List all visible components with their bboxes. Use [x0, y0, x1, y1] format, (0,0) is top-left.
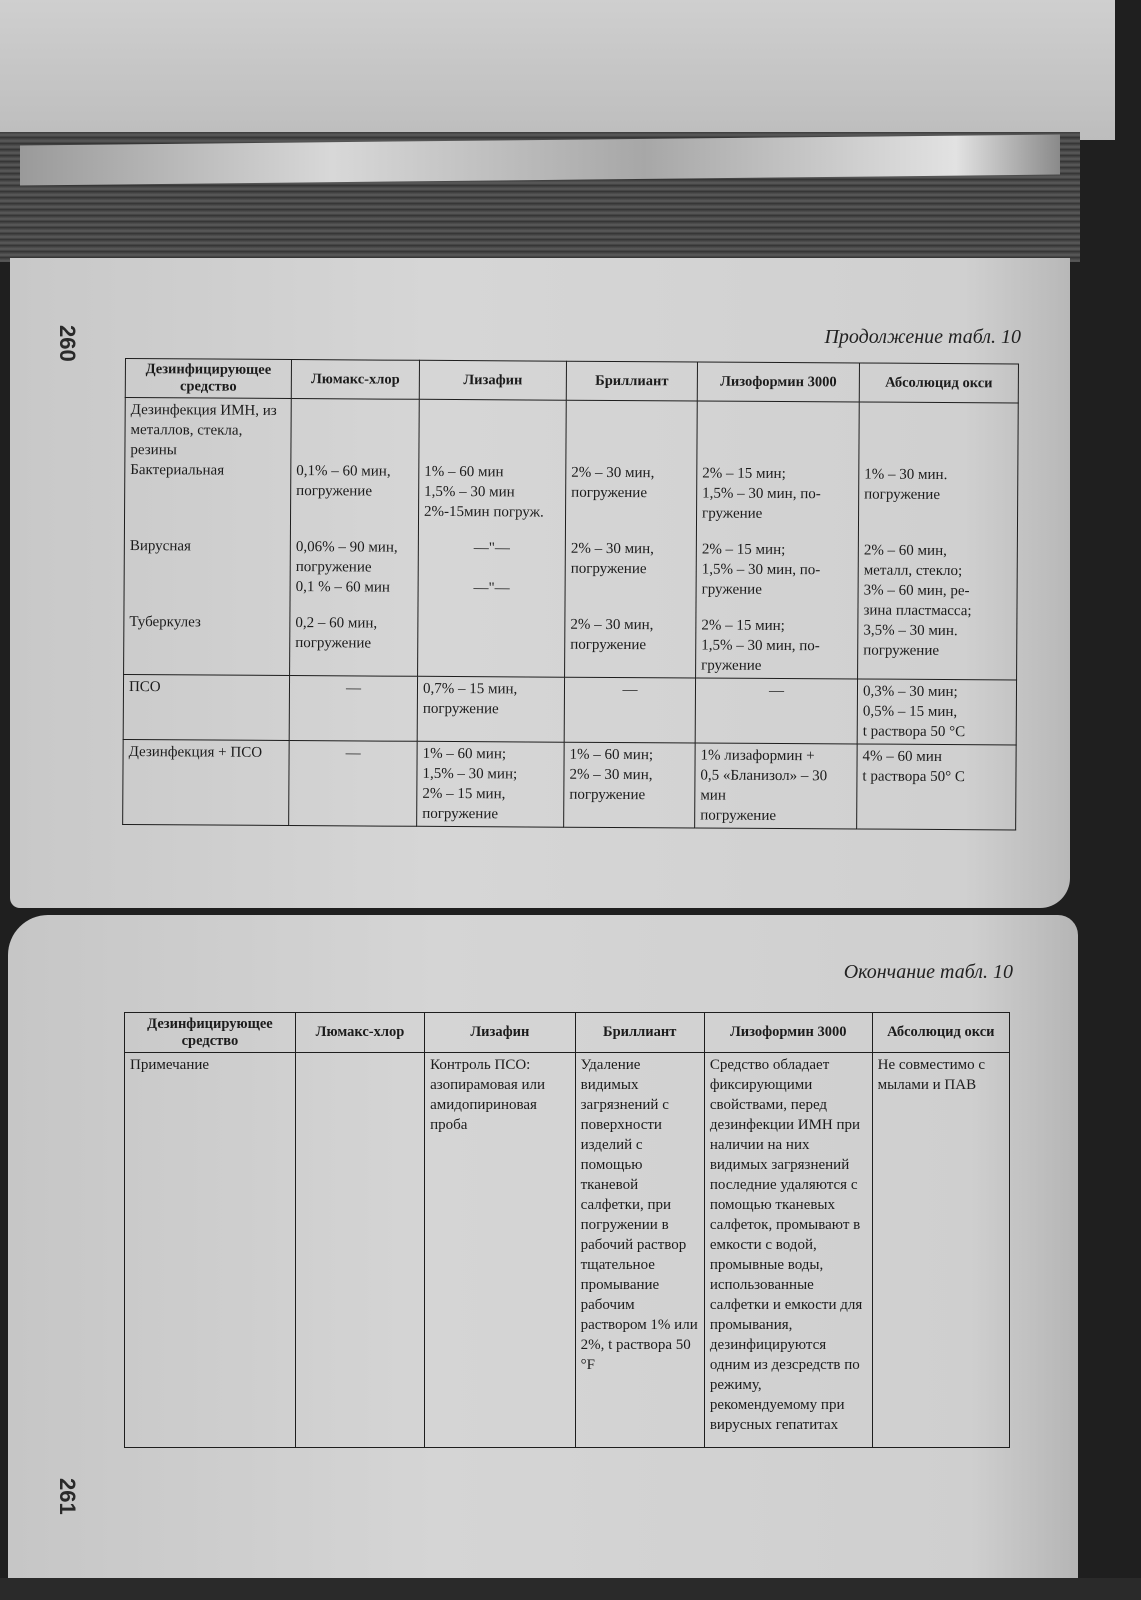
- section-title: Дезинфекция ИМН, из металлов, стекла, резины: [130, 402, 277, 459]
- cell-absolucid: 1% – 30 мин. погружение 2% – 60 мин, металл, стекло; 3% – 60 мин, ре- зина пластмасса; 3,5% – 30 мин. погружение: [858, 402, 1019, 680]
- lumax-tuberc: 0,2 – 60 мин, погружение: [295, 615, 378, 652]
- note-lizoformin: Средство обладает фиксирующими свойствами, перед дезинфекции ИМН при наличии на них видимых загрязнений последние удаляются с помощью тканевых салфеток, промывают в емкости с водой, промывные воды, использованные салфетки и емкости для промывания, дезинфицируются одним из дезсредств по режиму, рекомендуемому при вирусных гепатитах: [704, 1053, 872, 1448]
- header-absolucid: Абсолюцид окси: [859, 363, 1018, 403]
- label-pso: ПСО: [123, 674, 289, 740]
- disinfectant-table-end: [124, 1012, 1010, 1448]
- header-lizoformin: Лизоформин 3000: [697, 362, 859, 402]
- header-lizafin: Лизафин: [419, 360, 566, 400]
- disinfectant-table-continued: [122, 358, 1019, 830]
- header-brilliant: Бриллиант: [566, 361, 697, 401]
- table-caption-end: Окончание табл. 10: [843, 961, 1013, 983]
- header-agent: Дезинфицирующее средство: [125, 359, 291, 399]
- bottom-edge: [0, 1578, 1141, 1600]
- table-row-note: [125, 1053, 1010, 1448]
- lumax-bact: 0,1% – 60 мин, погружение: [296, 463, 391, 500]
- top-paper-edge: [0, 0, 1115, 140]
- note-lumax: [295, 1053, 424, 1448]
- table-row-pso: ПСО — 0,7% – 15 мин, погружение — — 0,3% – 30 мин; 0,5% – 15 мин, t раствора 50 °C: [123, 674, 1016, 744]
- table-header-row: [125, 359, 1018, 403]
- label-dez-pso: Дезинфекция + ПСО: [123, 739, 290, 825]
- label-note: Примечание: [125, 1053, 296, 1448]
- table-row-dez-pso: Дезинфекция + ПСО — 1% – 60 мин; 1,5% – 30 мин; 2% – 15 мин, погружение 1% – 60 мин; 2% – 30 мин, погружение 1% лизаформин + 0,5 «Бланизол» – 30 мин погружение 4% – 60 мин t раствора 50° C: [123, 739, 1017, 829]
- header-lumax: Люмакс-хлор: [291, 360, 419, 400]
- label-bacterial: Бактериальная: [130, 462, 225, 479]
- cell-brilliant: 2% – 30 мин, погружение 2% – 30 мин, погружение 2% – 30 мин, погружение: [565, 400, 698, 678]
- label-tuberculosis: Туберкулез: [129, 614, 201, 631]
- table-row-disinfection-imn: [124, 398, 1019, 680]
- page-number-261: 261: [55, 1478, 80, 1515]
- cell-lizoformin: 2% – 15 мин; 1,5% – 30 мин, по- гружение 2% – 15 мин; 1,5% – 30 мин, по- гружение 2% – 15 мин; 1,5% – 30 мин, по- гружение: [696, 401, 860, 679]
- table-caption-continuation: Продолжение табл. 10: [824, 326, 1021, 348]
- table-header-row: Дезинфицирующее средство Люмакс-хлор Лизафин Бриллиант Лизоформин 3000 Абсолюцид окси: [125, 1013, 1010, 1053]
- page-number-260: 260: [55, 325, 80, 362]
- label-viral: Вирусная: [129, 538, 191, 555]
- cell-labels: [124, 398, 292, 676]
- note-brilliant: Удаление видимых загрязнений с поверхности изделий с помощью тканевой салфетки, при погружении в рабочий раствор тщательное промывание рабочим раствором 1% или 2%, t раствора 50 °F: [575, 1053, 704, 1448]
- note-absolucid: Не совместимо с мылами и ПАВ: [872, 1053, 1009, 1448]
- cell-lumax: 0,1% – 60 мин, погружение 0,06% – 90 мин, погружение 0,1 % – 60 мин 0,2 – 60 мин, погружение: [290, 399, 420, 677]
- cell-lizafin: 1% – 60 мин 1,5% – 30 мин 2%-15мин погруж. —"— —"—: [418, 399, 567, 677]
- note-lizafin: Контроль ПСО: азопирамовая или амидопириновая проба: [425, 1053, 576, 1448]
